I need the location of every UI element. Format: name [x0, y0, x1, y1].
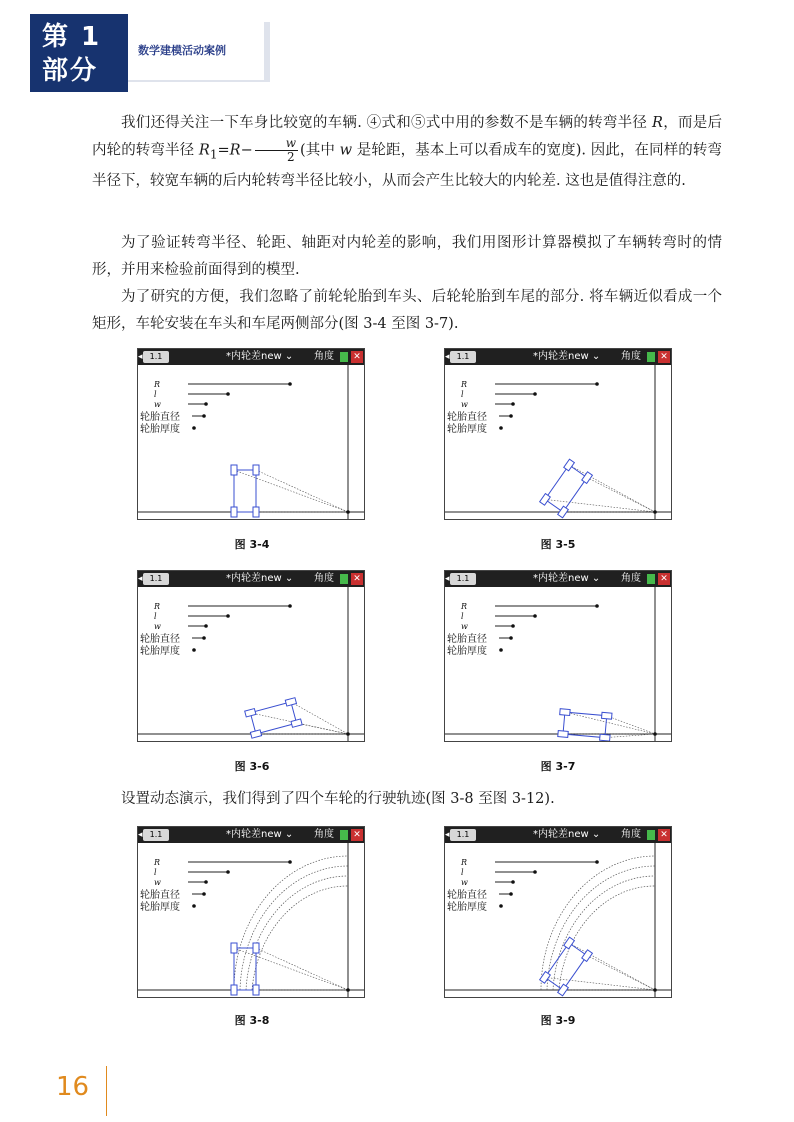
wheel-rect — [253, 465, 259, 475]
slider-point — [511, 880, 515, 884]
slider-point — [226, 392, 230, 396]
wheel-rect — [564, 937, 575, 949]
slider-point — [509, 636, 513, 640]
slider-label-1: 轮胎厚度 — [140, 902, 180, 913]
wheel-rect — [291, 719, 302, 727]
slider-point — [595, 382, 599, 386]
slider-point — [202, 636, 206, 640]
calculator-screen — [137, 348, 365, 520]
guide-line — [605, 734, 655, 738]
guide-line — [587, 956, 655, 990]
wheel — [231, 943, 237, 953]
slider-point — [202, 414, 206, 418]
document-title[interactable]: *内轮差new ⌄ — [533, 351, 601, 362]
slider-point — [533, 392, 537, 396]
figure-caption: 图 3-4 — [234, 538, 270, 551]
document-title[interactable]: *内轮差new ⌄ — [226, 573, 294, 584]
wheel — [291, 719, 302, 727]
wheel-rect — [231, 465, 237, 475]
param-label-0: R — [154, 858, 161, 867]
wheel-trace — [547, 866, 655, 990]
guide-line — [256, 948, 348, 990]
wheel-trace — [553, 876, 655, 990]
slider-point — [288, 860, 292, 864]
turning-center-point — [346, 988, 350, 992]
wheel — [582, 472, 593, 484]
tab-left-arrow-icon[interactable]: ◂ — [445, 830, 450, 840]
calculator-screen — [444, 826, 672, 998]
tab-left-arrow-icon[interactable]: ◂ — [445, 352, 450, 362]
wheel-rect — [564, 459, 575, 471]
slider-point — [595, 860, 599, 864]
param-label-0: R — [461, 380, 468, 389]
document-title[interactable]: *内轮差new ⌄ — [533, 573, 601, 584]
wheel — [253, 507, 259, 517]
angle-mode-label: 角度 — [621, 573, 641, 584]
wheel-rect — [602, 712, 612, 719]
slider-point — [204, 880, 208, 884]
angle-mode-label: 角度 — [621, 351, 641, 362]
calculator-graph — [445, 365, 672, 520]
param-label-1: l — [461, 612, 464, 621]
slider-point — [511, 402, 515, 406]
wheel-rect — [600, 734, 610, 741]
param-label-0: R — [154, 602, 161, 611]
slider-label-1: 轮胎厚度 — [140, 646, 180, 657]
guide-line — [569, 943, 655, 990]
close-button[interactable]: ✕ — [658, 351, 670, 363]
slider-point — [288, 382, 292, 386]
tab-left-arrow-icon[interactable]: ◂ — [138, 830, 143, 840]
param-label-2: w — [154, 878, 161, 887]
close-button[interactable]: ✕ — [351, 351, 363, 363]
slider-point — [204, 624, 208, 628]
slider-label-0: 轮胎直径 — [140, 890, 180, 901]
wheel — [564, 937, 575, 949]
close-button[interactable]: ✕ — [351, 573, 363, 585]
param-label-2: w — [461, 878, 468, 887]
car-body — [234, 470, 256, 512]
page-number: 16 — [56, 1072, 90, 1102]
turning-center-point — [653, 732, 657, 736]
param-label-1: l — [461, 390, 464, 399]
calculator-graph — [445, 587, 672, 742]
tab-left-arrow-icon[interactable]: ◂ — [445, 574, 450, 584]
page-tab[interactable]: 1.1 — [450, 573, 476, 585]
wheel-trace — [234, 856, 348, 990]
calculator-screen — [137, 570, 365, 742]
wheel — [560, 709, 570, 716]
wheel — [253, 465, 259, 475]
turning-center-point — [653, 988, 657, 992]
slider-point — [204, 402, 208, 406]
wheel — [231, 465, 237, 475]
section-title: 数学建模活动案例 — [138, 44, 226, 57]
calculator-topbar — [445, 827, 671, 843]
slider-point — [226, 870, 230, 874]
slider-point — [509, 414, 513, 418]
angle-mode-label: 角度 — [621, 829, 641, 840]
calculator-topbar — [445, 571, 671, 587]
battery-icon — [340, 352, 348, 362]
slider-label-1: 轮胎厚度 — [447, 646, 487, 657]
wheel — [602, 712, 612, 719]
param-label-1: l — [461, 868, 464, 877]
battery-icon — [647, 352, 655, 362]
param-label-0: R — [461, 858, 468, 867]
wheel — [253, 985, 259, 995]
page-tab[interactable]: 1.1 — [143, 573, 169, 585]
wheel-rect — [231, 507, 237, 517]
tab-left-arrow-icon[interactable]: ◂ — [138, 574, 143, 584]
slider-point — [533, 614, 537, 618]
battery-icon — [340, 830, 348, 840]
document-title[interactable]: *内轮差new ⌄ — [533, 829, 601, 840]
document-title[interactable]: *内轮差new ⌄ — [226, 829, 294, 840]
slider-label-0: 轮胎直径 — [447, 634, 487, 645]
param-label-2: w — [154, 400, 161, 409]
page-tab[interactable]: 1.1 — [450, 829, 476, 841]
wheel — [558, 731, 568, 738]
wheel-rect — [250, 730, 261, 738]
wheel-rect — [231, 985, 237, 995]
guide-line — [587, 478, 655, 512]
wheel-rect — [540, 494, 551, 506]
wheel-rect — [285, 698, 296, 706]
close-button[interactable]: ✕ — [351, 829, 363, 841]
wheel — [231, 507, 237, 517]
wheel — [564, 459, 575, 471]
param-label-2: w — [461, 400, 468, 409]
calculator-screen — [444, 348, 672, 520]
car-body — [250, 702, 296, 734]
param-label-1: l — [154, 868, 157, 877]
car-body — [545, 943, 587, 990]
figure-caption: 图 3-7 — [540, 760, 576, 773]
slider-point — [499, 648, 503, 652]
page-tab[interactable]: 1.1 — [143, 351, 169, 363]
close-button[interactable]: ✕ — [658, 573, 670, 585]
figure-caption: 图 3-6 — [234, 760, 270, 773]
wheel — [582, 950, 593, 962]
wheel-rect — [558, 731, 568, 738]
guide-line — [291, 702, 348, 734]
calculator-topbar — [445, 349, 671, 365]
slider-point — [226, 614, 230, 618]
slider-label-0: 轮胎直径 — [447, 890, 487, 901]
slider-point — [499, 426, 503, 430]
calculator-screen — [137, 826, 365, 998]
part-label: 部分 — [42, 56, 99, 86]
calculator-topbar — [138, 827, 364, 843]
slider-point — [511, 624, 515, 628]
wheel — [231, 985, 237, 995]
page-tab[interactable]: 1.1 — [450, 351, 476, 363]
wheel-rect — [582, 950, 593, 962]
wheel-rect — [245, 709, 256, 717]
slider-label-1: 轮胎厚度 — [140, 424, 180, 435]
wheel-rect — [253, 985, 259, 995]
angle-mode-label: 角度 — [314, 573, 334, 584]
slider-point — [499, 904, 503, 908]
wheel — [540, 494, 551, 506]
fraction-w-over-2: $\frac{w}{2}$ — [255, 137, 298, 164]
param-label-2: w — [461, 622, 468, 631]
angle-mode-label: 角度 — [314, 829, 334, 840]
battery-icon — [647, 574, 655, 584]
calculator-screen — [444, 570, 672, 742]
turning-center-point — [346, 510, 350, 514]
battery-icon — [340, 574, 348, 584]
wheel — [558, 506, 569, 518]
wheel — [245, 709, 256, 717]
wheel — [253, 943, 259, 953]
angle-mode-label: 角度 — [314, 351, 334, 362]
paragraph-1: 我们还得关注一下车身比较宽的车辆. ④式和⑤式中用的参数不是车辆的转弯半径 R，而是后内轮的转弯半径 $R_1=R-$ $\frac{w}{2}$ (其中 w 是轮距，基本上可以看成车的宽度). 因此，在同样的转弯半径下，较宽车辆的后内轮转弯半径比较小，从而会产生比较大的内轮差. 这也是值得注意的. — [92, 115, 723, 190]
slider-point — [202, 892, 206, 896]
page-tab[interactable]: 1.1 — [143, 829, 169, 841]
calculator-graph — [138, 587, 365, 742]
tab-left-arrow-icon[interactable]: ◂ — [138, 352, 143, 362]
guide-line — [607, 716, 655, 734]
slider-point — [533, 870, 537, 874]
page-number-divider — [106, 1066, 107, 1116]
param-label-1: l — [154, 612, 157, 621]
turning-center-point — [653, 510, 657, 514]
slider-label-1: 轮胎厚度 — [447, 424, 487, 435]
param-label-1: l — [154, 390, 157, 399]
paragraph-3: 为了研究的方便，我们忽略了前轮轮胎到车头、后轮轮胎到车尾的部分. 将车辆近似看成一个矩形，车轮安装在车头和车尾两侧部分(图 3-4 至图 3-7). — [92, 289, 722, 332]
figure-caption: 图 3-9 — [540, 1014, 576, 1027]
close-button[interactable]: ✕ — [658, 829, 670, 841]
wheel-trace — [541, 856, 655, 990]
param-label-0: R — [461, 602, 468, 611]
calculator-graph — [138, 843, 365, 998]
wheel-rect — [231, 943, 237, 953]
paragraph-2: 为了验证转弯半径、轮距、轴距对内轮差的影响，我们用图形计算器模拟了车辆转弯时的情形，并用来检验前面得到的模型. — [92, 235, 722, 278]
wheel — [600, 734, 610, 741]
wheel-rect — [582, 472, 593, 484]
figure-caption: 图 3-8 — [234, 1014, 270, 1027]
wheel — [540, 972, 551, 984]
slider-point — [192, 648, 196, 652]
slider-label-0: 轮胎直径 — [140, 634, 180, 645]
calculator-graph — [138, 365, 365, 520]
param-label-0: R — [154, 380, 161, 389]
paragraph-4: 设置动态演示，我们得到了四个车轮的行驶轨迹(图 3-8 至图 3-12). — [121, 791, 555, 807]
guide-line — [234, 948, 348, 990]
wheel-trace — [252, 886, 348, 990]
slider-point — [192, 904, 196, 908]
slider-point — [509, 892, 513, 896]
wheel-rect — [560, 709, 570, 716]
param-label-2: w — [154, 622, 161, 631]
wheel — [250, 730, 261, 738]
turning-center-point — [346, 732, 350, 736]
calculator-graph — [445, 843, 672, 998]
slider-label-1: 轮胎厚度 — [447, 902, 487, 913]
wheel-rect — [558, 506, 569, 518]
slider-label-0: 轮胎直径 — [140, 412, 180, 423]
wheel — [285, 698, 296, 706]
wheel-rect — [253, 943, 259, 953]
calculator-topbar — [138, 349, 364, 365]
document-title[interactable]: *内轮差new ⌄ — [226, 351, 294, 362]
slider-point — [192, 426, 196, 430]
guide-line — [234, 470, 348, 512]
wheel-trace — [246, 876, 348, 990]
figure-caption: 图 3-5 — [540, 538, 576, 551]
guide-line — [569, 465, 655, 512]
part-number: 第 1 — [42, 22, 102, 52]
wheel-rect — [540, 972, 551, 984]
guide-line — [256, 470, 348, 512]
battery-icon — [647, 830, 655, 840]
wheel-rect — [253, 507, 259, 517]
slider-point — [288, 604, 292, 608]
calculator-topbar — [138, 571, 364, 587]
car-body — [545, 465, 587, 512]
slider-point — [595, 604, 599, 608]
slider-label-0: 轮胎直径 — [447, 412, 487, 423]
